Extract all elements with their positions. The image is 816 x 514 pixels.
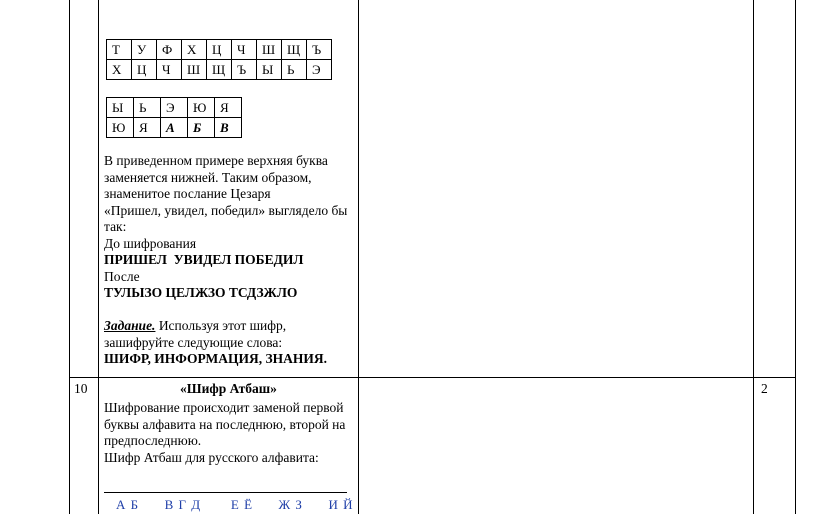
table-cell: Ы	[107, 98, 134, 118]
table-row	[107, 40, 332, 60]
table-border-hours-col	[753, 0, 754, 514]
table-cell: Ю	[107, 118, 134, 138]
table-cell: Ч	[157, 60, 182, 80]
atbash-title: «Шифр Атбаш»	[180, 381, 277, 396]
text-line: Шифр Атбаш для русского алфавита:	[104, 449, 319, 465]
table-cell: В	[215, 118, 242, 138]
text-line: предпоследнюю.	[104, 433, 202, 448]
table-cell: Ь	[282, 60, 307, 80]
table-cell: У	[132, 40, 157, 60]
table-cell: Ш	[257, 40, 282, 60]
text-line: зашифруйте следующие слова:	[104, 334, 283, 350]
text-line: «Пришел, увидел, победил» выглядело бы	[104, 202, 348, 218]
table-cell: Я	[215, 98, 242, 118]
caesar-table-1	[106, 39, 332, 80]
atbash-description	[104, 400, 356, 466]
table-border-content-col	[358, 0, 359, 514]
ciphertext: ТУЛЫЗО ЦЕЛЖЗО ТСДЗЖЛО	[104, 285, 298, 300]
row-number: 10	[74, 381, 88, 396]
table-cell: Ш	[182, 60, 207, 80]
task-line	[104, 318, 356, 335]
hours-value: 2	[761, 381, 768, 396]
table-cell: Э	[161, 98, 188, 118]
task-label: Задание.	[104, 318, 156, 333]
atbash-alphabet: А Б В Г Д Е Ё Ж З И Й	[116, 497, 354, 512]
table-border-left	[69, 0, 70, 514]
task-text: Используя этот шифр,	[155, 318, 287, 333]
before-label: До шифрования	[104, 235, 197, 251]
caesar-table-2	[106, 97, 242, 138]
table-cell: Ь	[134, 98, 161, 118]
table-cell: Ц	[132, 60, 157, 80]
caesar-explanation	[104, 153, 356, 368]
task-words: ШИФР, ИНФОРМАЦИЯ, ЗНАНИЯ.	[104, 351, 327, 366]
table-cell: Я	[134, 118, 161, 138]
after-label: После	[104, 268, 140, 284]
text-line: В приведенном примере верхняя буква	[104, 153, 328, 168]
table-cell: Э	[307, 60, 332, 80]
table-border-number-col	[98, 0, 99, 514]
table-cell: Ъ	[307, 40, 332, 60]
table-cell: Щ	[207, 60, 232, 80]
table-cell: Б	[188, 118, 215, 138]
alphabet-underline	[104, 492, 347, 493]
table-row	[107, 60, 332, 80]
table-border-right	[795, 0, 796, 514]
table-cell: А	[161, 118, 188, 138]
table-cell: Ю	[188, 98, 215, 118]
text-line: буквы алфавита на последнюю, второй на	[104, 416, 346, 432]
table-row-divider	[69, 377, 796, 378]
plaintext: ПРИШЕЛ УВИДЕЛ ПОБЕДИЛ	[104, 252, 304, 267]
table-cell: Ъ	[232, 60, 257, 80]
table-cell: Ы	[257, 60, 282, 80]
table-cell: Х	[182, 40, 207, 60]
text-line: Шифрование происходит заменой первой	[104, 400, 344, 415]
table-cell: Ф	[157, 40, 182, 60]
table-cell: Ч	[232, 40, 257, 60]
table-row	[107, 118, 242, 138]
table-cell: Х	[107, 60, 132, 80]
table-cell: Щ	[282, 40, 307, 60]
text-line: так:	[104, 219, 127, 234]
text-line: заменяется нижней. Таким образом,	[104, 169, 312, 185]
text-line: знаменитое послание Цезаря	[104, 186, 271, 201]
table-cell: Т	[107, 40, 132, 60]
table-row	[107, 98, 242, 118]
table-cell: Ц	[207, 40, 232, 60]
